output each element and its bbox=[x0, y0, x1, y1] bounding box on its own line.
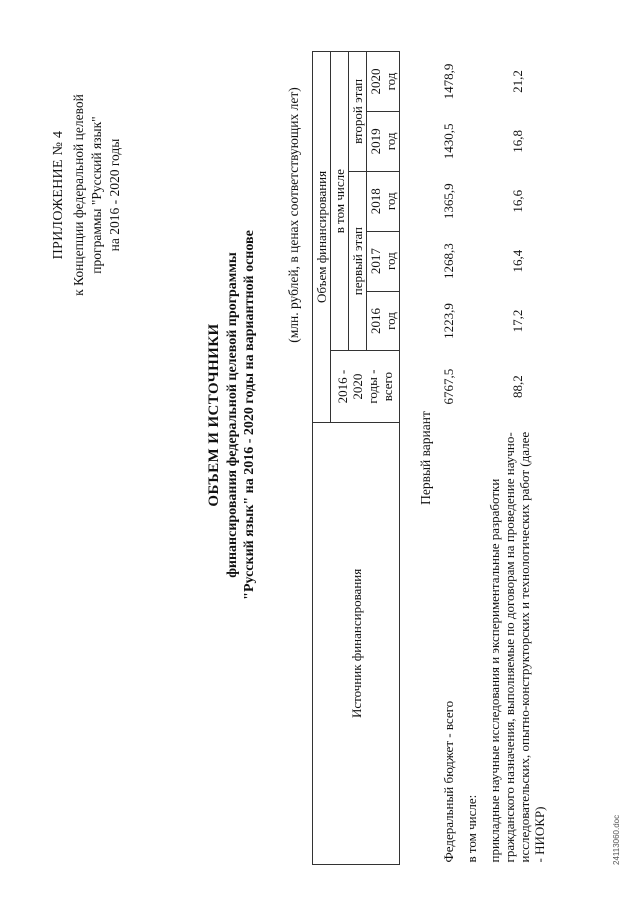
year-number: 2017 bbox=[368, 248, 383, 275]
variant-title: Первый вариант bbox=[418, 411, 433, 505]
row-value-2018 bbox=[460, 171, 483, 231]
header-year-2019 bbox=[367, 111, 400, 171]
header-stage-2: второй этап bbox=[349, 52, 367, 172]
header-volume: Объем финансирования bbox=[313, 52, 331, 423]
row-value-2016: 17,2 bbox=[509, 309, 525, 333]
title-main: ОБЪЕМ И ИСТОЧНИКИ bbox=[206, 323, 222, 507]
table-row bbox=[483, 52, 551, 865]
header-year-2017 bbox=[367, 231, 400, 291]
header-total-line-1: 2016 - bbox=[335, 369, 350, 404]
row-total: 6767,5 bbox=[441, 368, 456, 405]
appendix-block bbox=[50, 45, 124, 345]
year-unit: год bbox=[383, 192, 398, 211]
financing-table bbox=[312, 51, 551, 865]
year-unit: год bbox=[383, 132, 398, 151]
row-label: Федеральный бюджет - всего bbox=[441, 700, 456, 863]
table-row bbox=[460, 52, 483, 865]
document-reference: 24113060.doc bbox=[612, 814, 621, 865]
row-value-2016: 1223,9 bbox=[441, 303, 456, 339]
row-total: 88,2 bbox=[509, 375, 525, 398]
header-stage-1: первый этап bbox=[349, 171, 367, 351]
header-source: Источник финансирования bbox=[313, 422, 400, 864]
header-total-line-3: годы - bbox=[365, 369, 380, 404]
row-value-2017: 1268,3 bbox=[441, 243, 456, 279]
row-value-2018: 16,6 bbox=[509, 189, 525, 213]
row-value-2020: 21,2 bbox=[509, 70, 525, 93]
row-value-2020 bbox=[460, 52, 483, 112]
year-unit: год bbox=[383, 252, 398, 270]
table-row bbox=[437, 52, 460, 865]
header-total-line-2: 2020 bbox=[350, 373, 365, 400]
header-total bbox=[331, 351, 400, 422]
row-value-2017 bbox=[460, 231, 483, 291]
header-year-2018 bbox=[367, 171, 400, 231]
year-number: 2018 bbox=[368, 188, 383, 215]
appendix-line-2: программы "Русский язык" bbox=[89, 116, 104, 274]
row-value-2017: 16,4 bbox=[509, 249, 525, 273]
appendix-line-1: к Концепции федеральной целевой bbox=[71, 94, 86, 296]
year-unit: год bbox=[383, 72, 398, 91]
year-unit: год bbox=[383, 312, 398, 330]
document-title bbox=[204, 45, 258, 785]
year-number: 2016 bbox=[368, 307, 383, 334]
row-value-2019: 1430,5 bbox=[441, 123, 456, 160]
row-value-2018: 1365,9 bbox=[441, 183, 456, 220]
year-number: 2020 bbox=[368, 68, 383, 95]
row-value-2020: 1478,9 bbox=[441, 63, 456, 100]
header-year-2016 bbox=[367, 291, 400, 351]
row-value-2019: 16,8 bbox=[509, 129, 525, 153]
row-label: в том числе: bbox=[464, 794, 479, 863]
row-value-2016 bbox=[460, 291, 483, 351]
title-sub-2: "Русский язык" на 2016 - 2020 годы на вариантной основе bbox=[242, 230, 257, 600]
row-label: прикладные научные исследования и экспериментальные разработки гражданского назначения, выполняемые по договорам на проведение научно-исследовательских, опытно-конструкторских и технологических работ (далее - НИОКР) bbox=[487, 431, 547, 863]
units-note: (млн. рублей, в ценах соответствующих лет) bbox=[286, 87, 301, 343]
appendix-line-3: на 2016 - 2020 годы bbox=[107, 138, 122, 252]
year-number: 2019 bbox=[368, 128, 383, 155]
title-sub-1: финансирования федеральной целевой программы bbox=[225, 252, 240, 578]
header-total-line-4: всего bbox=[380, 371, 395, 402]
row-total bbox=[460, 351, 483, 422]
appendix-title: ПРИЛОЖЕНИЕ № 4 bbox=[51, 130, 66, 260]
header-in-that: в том числе bbox=[331, 52, 349, 351]
header-year-2020 bbox=[367, 52, 400, 112]
row-value-2019 bbox=[460, 111, 483, 171]
